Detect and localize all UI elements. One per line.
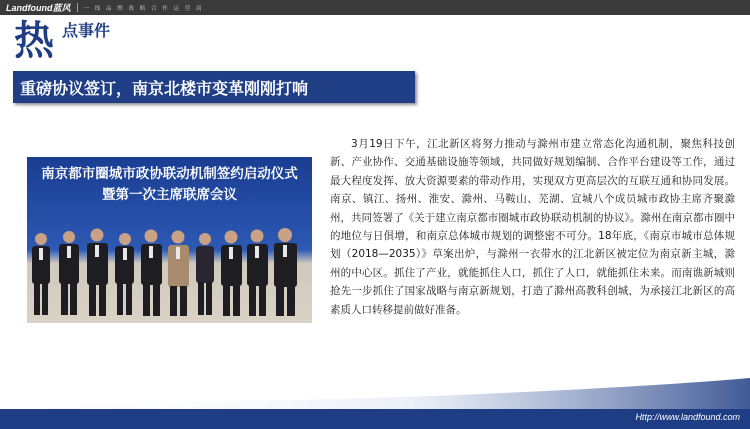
footer-website-link[interactable]: Http://www.landfound.com [635,412,740,422]
signing-ceremony-photo [27,157,312,323]
photo-banner-line-2: 暨第一次主席联席会议 [102,187,237,203]
officials-group-illustration [27,157,312,323]
brand-logo: Landfound蓝风 [6,3,71,13]
footer-wave-decoration [0,378,750,409]
section-title-initial: 热 [14,18,54,64]
top-header-bar [0,0,750,15]
header-divider [77,3,78,12]
brand-slogan: 一 线 品 牌 战 略 合 作 运 营 商 [83,5,204,12]
article-paragraph: 3月19日下午，江北新区将努力推动与滁州市建立常态化沟通机制，聚焦科技创新、产业协作、交通基础设施等领域，共同做好规划编制、合作平台建设等工作，通过最大程度发挥、放大资源要素的带动作用，实现双方更高层次的互联互通和协同发展。南京、镇江、扬州、淮安、滁州、马鞍山、芜湖、宣城八个成员城市政协主席齐聚滁州，共同签署了《关于建立南京都市圈城市政协联动机制的协议》。滁州在南京都市圈中的地位与日俱增，和南京总体城市规划的调整密不可分。18年底，《南京市城市总体规划（2018—2035）》草案出炉，与滁州一衣带水的江北新区被定位为南京新主城，滁州的中心区。抓住了产业，就能抓住人口，抓住了人口，就能抓住未来。而南谯新城则抢先一步抓住了国家战略与南京新规划，打造了滁州高教科创城，为承接江北新区的高素质人口转移提前做好准备。 [330,138,735,316]
photo-banner-line-1: 南京都市圈城市政协联动机制签约启动仪式 [41,166,298,182]
headline-text: 重磅协议签订，南京北楼市变革刚刚打响 [20,78,309,98]
article-body [330,135,735,319]
headline-banner [13,71,415,103]
section-title-rest: 点事件 [62,21,111,40]
